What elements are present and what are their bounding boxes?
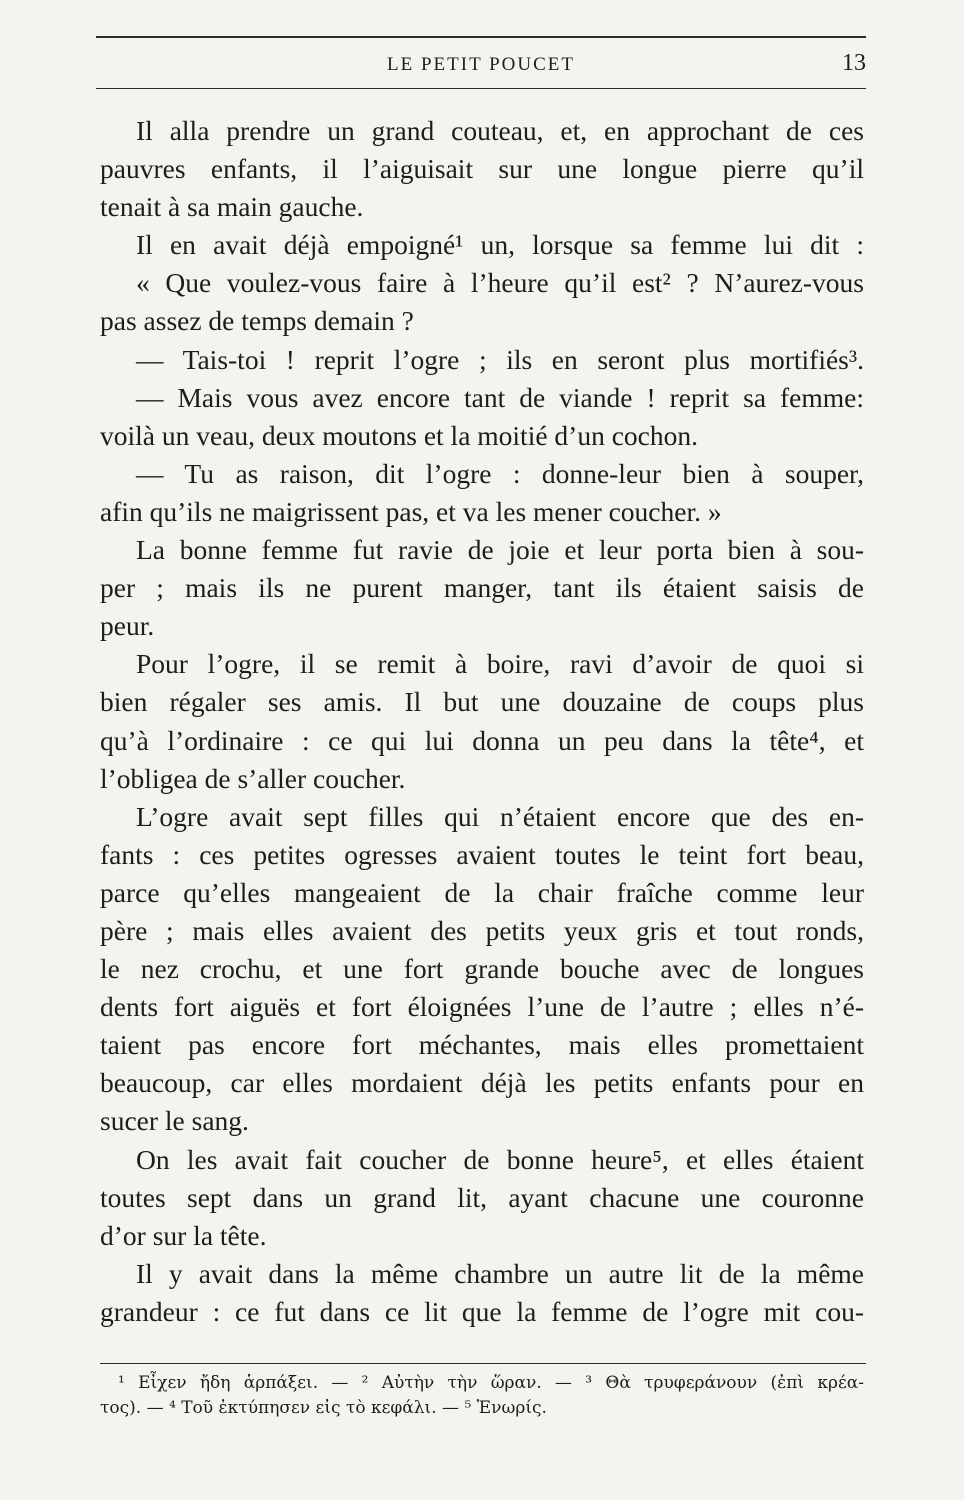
footnote-rule — [100, 1363, 866, 1364]
footnotes — [100, 1371, 864, 1421]
text-line: per ; mais ils ne purent manger, tant ils étaient saisis de — [100, 572, 864, 604]
text-line: afin qu’ils ne maigrissent pas, et va les mener coucher. » — [100, 495, 722, 527]
footnote-line: τος). — ⁴ Τοῦ ἐκτύπησεν εἰς τὸ κεφάλι. — ⁵ Ἐνωρίς. — [100, 1398, 547, 1418]
text-line: voilà un veau, deux moutons et la moitié d’un cochon. — [100, 419, 698, 451]
text-line: peur. — [100, 610, 155, 642]
text-line: Il en avait déjà empoigné¹ un, lorsque sa femme lui dit : — [136, 229, 864, 261]
text-line: père ; mais elles avaient des petits yeux gris et tout ronds, — [100, 914, 864, 946]
top-rule — [96, 36, 866, 38]
text-line: tenait à sa main gauche. — [100, 191, 364, 223]
text-line: d’or sur la tête. — [100, 1219, 267, 1251]
text-line: toutes sept dans un grand lit, ayant chacune une couronne — [100, 1181, 864, 1213]
text-line: Pour l’ogre, il se remit à boire, ravi d’avoir de quoi si — [136, 648, 864, 680]
text-line: — Mais vous avez encore tant de viande ! reprit sa femme: — [136, 381, 864, 413]
footnote-line: ¹ Εἶχεν ἤδη ἁρπάξει. — ² Αὐτὴν τὴν ὥραν. — ³ Θὰ τρυφεράνουν (ἐπὶ κρέα- — [118, 1373, 864, 1393]
text-line: L’ogre avait sept filles qui n’étaient encore que des en- — [136, 800, 864, 832]
text-line: grandeur : ce fut dans ce lit que la femme de l’ogre mit cou- — [100, 1295, 864, 1327]
text-line: beaucoup, car elles mordaient déjà les petits enfants pour en — [100, 1067, 864, 1099]
text-line: bien régaler ses amis. Il but une douzaine de coups plus — [100, 686, 864, 718]
text-line: taient pas encore fort méchantes, mais elles promettaient — [100, 1029, 864, 1061]
text-line: La bonne femme fut ravie de joie et leur porta bien à sou- — [136, 534, 864, 566]
text-line: pauvres enfants, il l’aiguisait sur une longue pierre qu’il — [100, 153, 864, 185]
text-line: Il alla prendre un grand couteau, et, en approchant de ces — [136, 115, 864, 146]
page-number: 13 — [842, 50, 866, 76]
page-header — [96, 50, 866, 84]
text-line: « Que voulez-vous faire à l’heure qu’il est² ? N’aurez-vous — [136, 267, 864, 299]
text-line: sucer le sang. — [100, 1105, 249, 1137]
text-line: dents fort aiguës et fort éloignées l’une de l’autre ; elles n’é- — [100, 991, 864, 1023]
text-line: fants : ces petites ogresses avaient toutes le teint fort beau, — [100, 838, 864, 870]
text-line: On les avait fait coucher de bonne heure⁵, et elles étaient — [136, 1143, 864, 1175]
text-line: l’obligea de s’aller coucher. — [100, 762, 406, 794]
text-line: — Tu as raison, dit l’ogre : donne-leur bien à souper, — [136, 457, 864, 489]
text-line: — Tais-toi ! reprit l’ogre ; ils en seront plus mortifiés³. — [136, 343, 864, 375]
header-rule — [96, 88, 866, 89]
text-line: pas assez de temps demain ? — [100, 305, 414, 337]
running-head: LE PETIT POUCET — [387, 54, 575, 75]
text-line: Il y avait dans la même chambre un autre lit de la même — [136, 1257, 864, 1289]
body-text — [100, 112, 864, 1331]
text-line: parce qu’elles mangeaient de la chair fraîche comme leur — [100, 876, 864, 908]
text-line: qu’à l’ordinaire : ce qui lui donna un peu dans la tête⁴, et — [100, 724, 864, 756]
text-line: le nez crochu, et une fort grande bouche avec de longues — [100, 953, 864, 985]
